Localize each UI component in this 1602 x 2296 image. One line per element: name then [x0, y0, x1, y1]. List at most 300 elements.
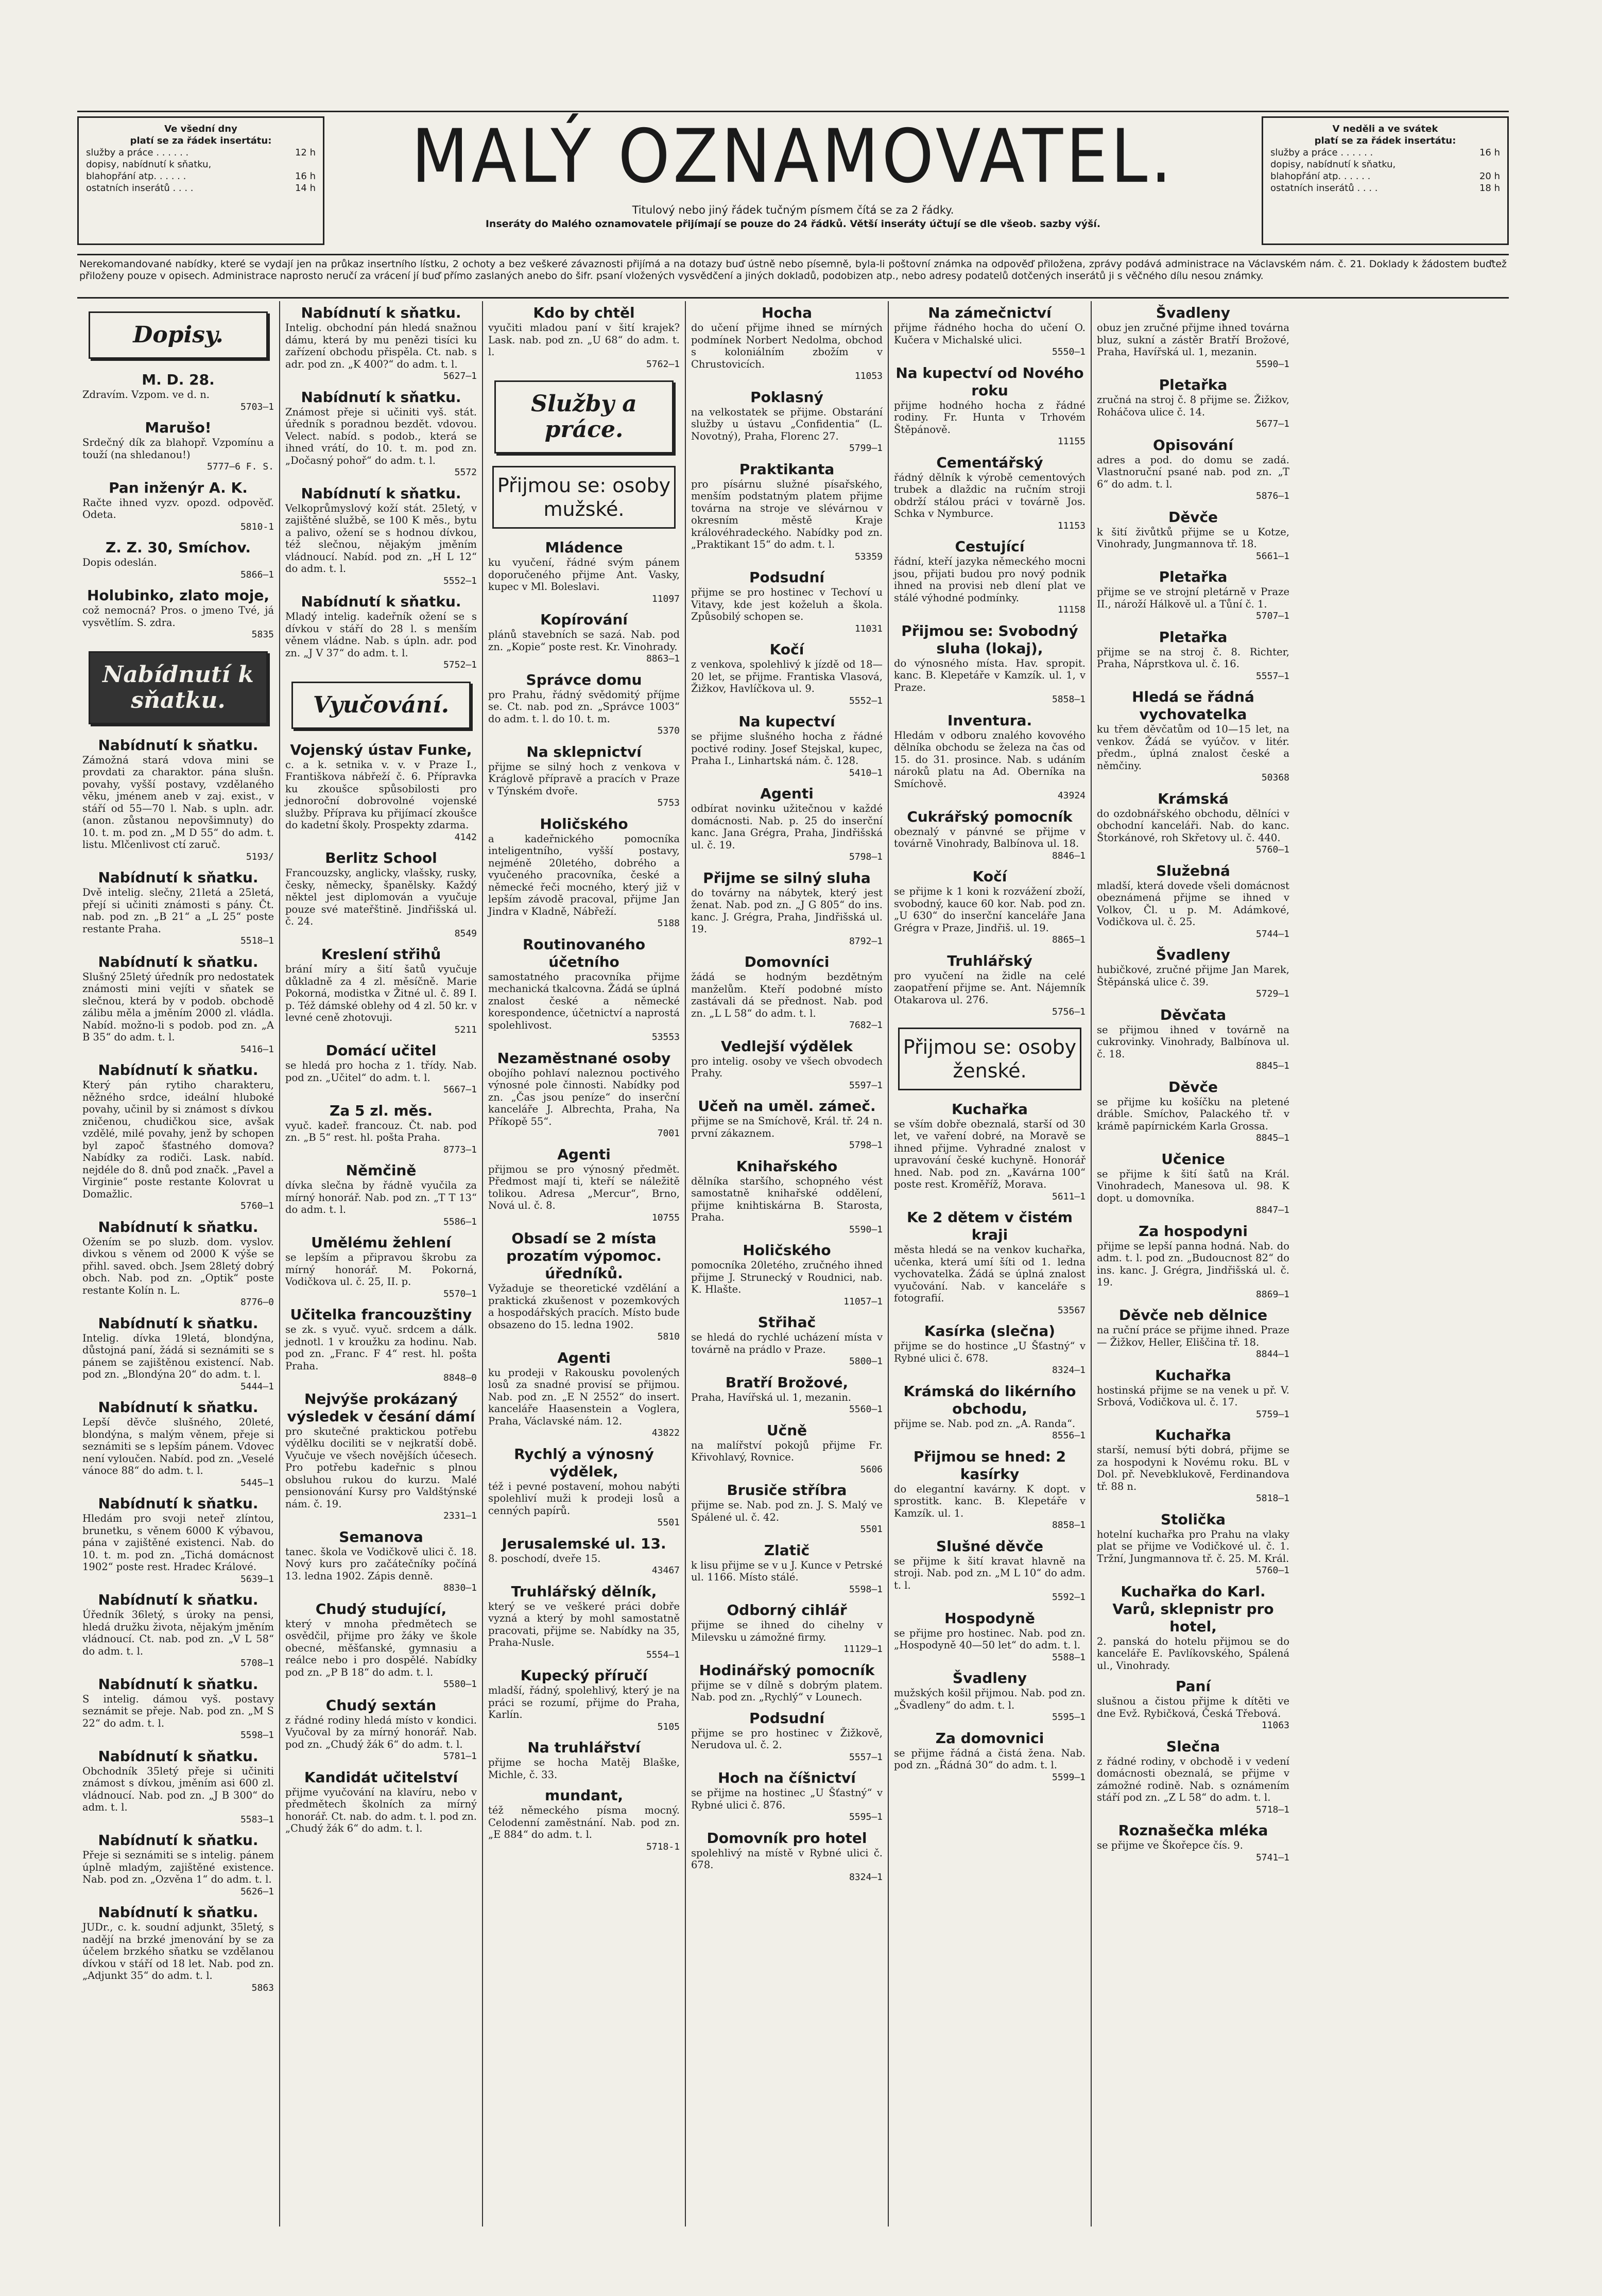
classified-ad	[82, 1748, 274, 1826]
ad-code: 5741—1	[1255, 1852, 1289, 1863]
ad-headline: Domácí učitel	[325, 1042, 437, 1059]
ad-headline: Brusiče stříbra	[727, 1482, 847, 1499]
ad-code: 11153	[1057, 520, 1086, 531]
column-1	[77, 301, 280, 2227]
ad-code: 5718—1	[1255, 1804, 1289, 1815]
classified-ad	[691, 1830, 883, 1884]
ad-headline: Zlatič	[764, 1541, 810, 1559]
ad-code: 53567	[1057, 1304, 1086, 1316]
ad-headline: Roznašečka mléka	[1118, 1822, 1268, 1839]
ad-headline: Kreslení střihů	[321, 946, 441, 963]
ad-headline: Ke 2 dětem v čistém kraji	[907, 1209, 1073, 1243]
ad-code: 5590—1	[1255, 358, 1289, 370]
ad-headline: Nabídnutí k sňatku.	[98, 1747, 259, 1765]
title-block	[335, 112, 1251, 230]
rate-price: 12 h	[295, 147, 316, 158]
ad-body: přijme se do hostince „U Šťastný“ v Rybné ulici č. 678.	[894, 1340, 1086, 1364]
masthead	[77, 111, 1509, 255]
ad-headline: Švadleny	[1156, 946, 1231, 963]
ad-code: 5410—1	[849, 767, 883, 778]
ad-code: 5752—1	[443, 659, 477, 670]
classified-ad	[285, 1697, 477, 1763]
ad-headline: Kupecký příručí	[520, 1667, 648, 1684]
classified-ad	[1097, 1678, 1289, 1732]
ad-body: též i pevné postavení, mohou nabýti spolehliví muži k prodeji losů a cenných papírů.	[488, 1480, 680, 1517]
ad-headline: Hospodyně	[944, 1609, 1035, 1627]
ad-code: 5798—1	[849, 1140, 883, 1151]
ad-headline: Stolička	[1160, 1510, 1226, 1528]
classified-ad	[1097, 1367, 1289, 1421]
ad-headline: Za hospodyni	[1139, 1222, 1248, 1240]
classified-ad	[691, 1098, 883, 1152]
ad-code: 5595—1	[1052, 1712, 1086, 1723]
classified-ad	[82, 1495, 274, 1585]
ad-body: přijme se hocha Matěj Blaške, Michle, č. 33.	[488, 1756, 680, 1781]
ad-headline: Nabídnutí k sňatku.	[98, 1218, 259, 1236]
classified-ad	[285, 1102, 477, 1156]
rates-heading: Ve všední dny	[164, 124, 237, 134]
ad-body: Ožením se po sluzb. dom. vyslov. divkou s věnem od 2000 K výše se přihl. saved. obch. Jsem 28letý dobrý obch. Nab. pod zn. „Optik“ poste restante Kolín n. L.	[82, 1236, 274, 1296]
ad-body: mladší, řádný, spolehlivý, který je na práci se rozumí, přijme do Praha, Karlín.	[488, 1684, 680, 1720]
ad-body: přijme se ihned do cihelny v Milevsku u zámožné firmy.	[691, 1619, 883, 1643]
classified-ad	[82, 1591, 274, 1669]
ad-code: 5781—1	[443, 1751, 477, 1762]
ad-body: se přijme ve Škořepce čís. 9.	[1097, 1839, 1243, 1851]
rates-heading: V neděli a ve svátek	[1332, 124, 1438, 134]
ad-code: 53359	[854, 551, 883, 562]
ad-headline: Nabídnutí k sňatku.	[98, 1675, 259, 1693]
classified-ad	[488, 1535, 680, 1577]
ad-body: dívka slečna by řádně vyučila za mírný honorář. Nab. pod zn. „T T 13“ do adm. t. l.	[285, 1179, 477, 1215]
classified-ad	[488, 1667, 680, 1733]
ad-code: 11097	[651, 593, 680, 604]
ad-code: 5552—1	[849, 695, 883, 706]
ad-body: města hledá se na venkov kuchařka, učenka, která umí šíti od 1. ledna vychovatelka. Žádá se úplná znalost vyučování. Nab. v kanceláře s fotografií.	[894, 1244, 1086, 1304]
ad-code: 5810-1	[240, 521, 274, 532]
ad-headline: Přijme se silný sluha	[703, 869, 871, 886]
classified-ad	[1097, 862, 1289, 941]
classified-ad	[488, 611, 680, 665]
classified-ad	[1097, 1511, 1289, 1577]
ad-headline: Marušo!	[145, 419, 212, 436]
classified-ad	[1097, 1079, 1289, 1144]
classified-ad	[285, 389, 477, 479]
rate-price: 16 h	[1479, 147, 1500, 158]
ad-code: 5760—1	[240, 1201, 274, 1211]
classified-ad	[82, 1062, 274, 1212]
classified-ad	[1097, 629, 1289, 683]
ad-headline: Děvče	[1168, 508, 1218, 526]
ad-body: spolehlivý na místě v Rybné ulici č. 678.	[691, 1847, 883, 1871]
ad-code: 5583—1	[240, 1814, 274, 1825]
ad-code: 5677—1	[1255, 419, 1289, 429]
ad-headline: Krámská do likérního obchodu,	[903, 1382, 1076, 1417]
ad-code: 5606	[860, 1464, 883, 1475]
rate-label: blahopřání atp. . . . . .	[86, 171, 186, 182]
ad-code: 8324—1	[849, 1871, 883, 1883]
ad-body: Slušný 25letý úředník pro nedostatek známosti mini vejíti v sňatek se slečnou, která by v podob. obchodě zálibu měla a jměním 2000 zl. vládla. Nabíd. možno-li s podob. pod zn. „A B 35“ do adm. t. l.	[82, 970, 274, 1043]
classified-ad	[488, 1739, 680, 1781]
ad-code: 5667—1	[443, 1084, 477, 1095]
classified-ad	[894, 868, 1086, 946]
classified-ad	[691, 869, 883, 948]
ad-headline: Kasírka (slečna)	[924, 1323, 1056, 1340]
ad-code: 10755	[651, 1212, 680, 1223]
ad-code: 43924	[1057, 790, 1086, 801]
classified-ad	[82, 953, 274, 1056]
ad-body: přijme se v dílně s dobrým platem. Nab. pod zn. „Rychlý“ v Lounech.	[691, 1679, 883, 1703]
ad-code: 53553	[651, 1032, 680, 1042]
ad-headline: Slečna	[1166, 1737, 1220, 1755]
classified-ad	[285, 1042, 477, 1096]
classified-ad	[894, 1669, 1086, 1724]
ad-body: do továrny na nábytek, který jest ženat. Nab. pod zn. „J G 805“ do ins. kanc. J. Grégra, Praha, Jindřišská ul. 19.	[691, 886, 883, 935]
ad-headline: Domovníci	[744, 953, 830, 970]
ad-body: Dopis odeslán.	[82, 556, 157, 568]
ad-body: c. a k. setnika v. v. v Praze I., Františkova nábřeží č. 6. Přípravka ku zkoušce spůsobilosti pro jednoroční dobrovolné vojenské služby. Příprava ku přijímací zkoušce do kadetní školy. Prospekty zdarma.	[285, 758, 477, 831]
ad-code: 7682—1	[849, 1020, 883, 1031]
ad-code: 5835	[251, 629, 274, 640]
ad-body: přijme se lepší panna hodná. Nab. do adm. t. l. pod zn. „Budoucnost 82“ do ins. kanc. J. Grégra, Jindřišská ul. č. 19.	[1097, 1240, 1289, 1288]
ad-headline: Děvče neb dělnice	[1118, 1307, 1268, 1324]
ad-body: do elegantní kavárny. K dopt. v sprostitk. kanc. B. Klepetáře v Kamzík. ul. 1.	[894, 1483, 1086, 1519]
ad-code: 2331—1	[443, 1510, 477, 1521]
ad-headline: Inventura.	[947, 711, 1032, 729]
ad-code: 8848—0	[443, 1372, 477, 1383]
classified-ad	[1097, 1151, 1289, 1216]
classified-ad	[691, 1482, 883, 1536]
rate-label: ostatních inserátů . . . .	[1270, 183, 1378, 194]
ad-code: 5718-1	[646, 1841, 680, 1852]
ad-code: 5554—1	[646, 1649, 680, 1660]
ad-body: dělníka staršího, schopného vést samostatně knihařské oddělení, přijme knihtiskárna B. Starosta, Praha.	[691, 1175, 883, 1223]
ad-code: 5570—1	[443, 1288, 477, 1299]
ad-code: 5703—1	[240, 401, 274, 412]
ad-body: hostinská přijme se na venek u př. V. Srbová, Vodičkova ul. č. 17.	[1097, 1384, 1289, 1408]
ad-headline: Na kupectví	[738, 713, 835, 730]
ad-body: Přeje si seznámiti se s intelig. pánem úplně mladým, zajištěné existence. Nab. pod zn. „Ozvěna 1“ do adm. t. l.	[82, 1849, 274, 1885]
classified-ad	[285, 1769, 477, 1835]
page-title: MALÝ OZNAMOVATEL.	[411, 114, 1175, 200]
ad-body: Který pán rytiho charakteru, něžného srdce, ideální hluboké povahy, učinil by si známost s dívkou zničenou, chudičkou sice, avšak vzdělé, milé povahy, jenž by schopen byl započ šťastného domova? Nabídky za rodiči. Lask. nabíd. nejdéle do 8. dnů pod značk. „Pavel a Virginie“ poste restante Kolovrat u Domažlic.	[82, 1079, 274, 1200]
ad-code: 5753	[657, 797, 680, 808]
ad-headline: Kandidát učitelství	[304, 1768, 458, 1786]
classified-ad	[82, 1904, 274, 1994]
ad-headline: Truhlářský dělník,	[511, 1582, 657, 1600]
ad-headline: Opisování	[1152, 436, 1234, 454]
ad-headline: Chudý sextán	[325, 1696, 437, 1714]
ad-code: 5866—1	[240, 569, 274, 580]
ad-body: do ozdobnářského obchodu, dělníci v obchodní kanceláři. Nab. do kanc. Štorkánové, roh Skřetovy ul. č. 440.	[1097, 807, 1289, 844]
ad-headline: Nezaměstnané osoby	[497, 1049, 671, 1067]
ad-body: k šití živůtků přijme se u Kotze, Vinohrady, Jungmannova tř. 18.	[1097, 526, 1289, 550]
rate-label: blahopřání atp. . . . . .	[1270, 171, 1371, 182]
ad-headline: Vedlejší výdělek	[720, 1037, 853, 1055]
classified-ad	[82, 1832, 274, 1898]
ad-code: 5627—1	[443, 371, 477, 381]
classified-ad	[894, 1209, 1086, 1316]
classified-ad	[691, 1242, 883, 1308]
classified-ad	[691, 1314, 883, 1368]
ad-code: 8830—1	[443, 1582, 477, 1593]
classified-ad	[285, 1390, 477, 1522]
ad-headline: Berlitz School	[325, 849, 437, 866]
ad-body: na malířství pokojů přijme Fr. Křivohlavý, Rovnice.	[691, 1439, 883, 1463]
ad-code: 8844—1	[1255, 1349, 1289, 1360]
rate-price: 16 h	[295, 171, 316, 182]
rate-price: 18 h	[1479, 183, 1500, 194]
ad-code: 8324—1	[1052, 1365, 1086, 1376]
classified-ad	[488, 304, 680, 370]
ad-code: 11158	[1057, 604, 1086, 615]
ad-body: tanec. škola ve Vodičkově ulici č. 18. Nový kurs pro začátečníky počíná 13. ledna 1902. Zápis denně.	[285, 1545, 477, 1582]
ad-headline: Nabídnutí k sňatku.	[98, 1062, 259, 1079]
ad-body: obuz jen zručné přijme ihned továrna bluz, sukní a zástěr Bratří Brožové, Praha, Havířská ul. 1, mezanin.	[1097, 322, 1289, 358]
ad-code: 5586—1	[443, 1216, 477, 1227]
ad-headline: Umělému žehlení	[311, 1234, 451, 1251]
classified-ad	[488, 936, 680, 1043]
ad-body: vyuč. kadeř. francouz. Čt. nab. pod zn. „B 5“ rest. hl. pošta Praha.	[285, 1119, 477, 1143]
ad-code: 5557—1	[1255, 670, 1289, 682]
classified-ad	[82, 1399, 274, 1489]
ad-headline: Děvče	[1168, 1078, 1218, 1095]
ad-body: přijme řádného hocha do učení O. Kučera v Michalské ulici.	[894, 322, 1086, 346]
ad-body: přijme se na Smíchově, Král. tř. 24 n. první zákaznem.	[691, 1115, 883, 1139]
ad-code: 5818—1	[1255, 1493, 1289, 1504]
ad-code: 5560—1	[849, 1404, 883, 1415]
ad-body: plánů stavebních se sazá. Nab. pod zn. „Kopie“ poste rest. Kr. Vinohrady.	[488, 629, 680, 653]
ad-headline: Holubinko, zlato moje,	[87, 587, 270, 604]
ad-headline: Kuchařka	[952, 1100, 1028, 1118]
column-2	[280, 301, 483, 2227]
ad-code: 5611—1	[1052, 1191, 1086, 1202]
classified-ad	[488, 1583, 680, 1661]
ad-headline: Učitelka francouzštiny	[290, 1306, 472, 1323]
ad-code: 5708—1	[240, 1658, 274, 1668]
ad-code: 5597—1	[849, 1080, 883, 1091]
ad-headline: Jerusalemské ul. 13.	[502, 1535, 666, 1552]
ad-body: z venkova, spolehlivý k jízdě od 18—20 let, se přijme. Frantiska Vlasová, Žižkov, Havlíčkova ul. 9.	[691, 658, 883, 694]
classified-ad	[894, 1448, 1086, 1532]
ad-headline: Agenti	[557, 1145, 611, 1163]
classified-ad	[285, 1234, 477, 1300]
ad-body: se přijme k šití šatů na Král. Vinohradech, Manesova ul. 98. K dopt. u domovníka.	[1097, 1168, 1289, 1204]
ad-headline: Domovník pro hotel	[707, 1829, 867, 1847]
ad-headline: Švadleny	[1156, 304, 1231, 321]
ad-body: který se ve veškeré práci dobře vyzná a který by mohl samostatně pracovati, přijme se. Nabídky na 35, Praha-Nusle.	[488, 1600, 680, 1648]
ad-body: též německého písma mocný. Celodenní zaměstnání. Nab. pod zn. „E 884“ do adm. t. l.	[488, 1804, 680, 1840]
ad-body: se přijme na hostinec „U Šťastný“ v Rybné ulici č. 876.	[691, 1787, 883, 1811]
classified-ad	[285, 485, 477, 587]
ad-headline: Nabídnutí k sňatku.	[98, 1399, 259, 1416]
ad-headline: Kdo by chtěl	[533, 304, 635, 321]
classified-ad	[285, 1162, 477, 1228]
ad-body: Známost přeje si učiniti vyš. stát. úředník s poradnou bezdět. vdovou. Velect. nabíd. s podob., která se ihned vrátí, do 10. t. m. pod zn. „Dočasný pohoř“ do adm. t. l.	[285, 406, 477, 466]
classified-ad	[285, 1601, 477, 1691]
classified-ad	[691, 1038, 883, 1092]
ad-headline: Obsadí se 2 místa prozatím výpomoc. úředníků.	[506, 1230, 662, 1282]
ad-body: 2. panská do hotelu přijmou se do kanceláře E. Pavlíkovského, Spálená ul., Vinohrady.	[1097, 1635, 1289, 1672]
ad-code: 5639—1	[240, 1573, 274, 1585]
ad-headline: Na truhlářství	[527, 1739, 641, 1756]
section-box-letters: Dopisy.	[89, 311, 268, 359]
ad-body: přijmou se pro výnosný předmět. Předmost mají ti, kteří se náležitě tolikou. Adresa „Mercur“, Brno, Nová ul. č. 8.	[488, 1163, 680, 1211]
ads-list	[285, 304, 477, 671]
ad-headline: Za domovnici	[935, 1729, 1044, 1747]
ad-body: pro písárnu služné písařského, menším podstatným platem přijme továrna na stroje ve slévárnou v okresním městě Kraje královéhradeckého. Nabídky pod zn. „Praktikant 15“ do adm. t. l.	[691, 478, 883, 550]
ad-code: 5729—1	[1255, 988, 1289, 999]
ad-code: 8776—0	[240, 1297, 274, 1308]
ad-body: k lisu přijme se v u J. Kunce v Petrské ul. 1166. Místo stálé.	[691, 1559, 883, 1583]
ad-headline: Nabídnutí k sňatku.	[301, 388, 461, 406]
ad-headline: Praktikanta	[739, 460, 835, 478]
ad-code: 5445—1	[240, 1477, 274, 1488]
notice-paragraph: Nerekomandované nabídky, které se vydají jen na průkaz insertního lístku, 2 ochoty a bez veškeré závaznosti přijímá a na dotazy buď ústně nebo písemně, byla-li poštovní známka na odpověď přiložena, zprávy podává administrace na Václavském nám. č. 21. Doklady k žádostem buďtež přiloženy pouze v opisech. Administrace naprosto neručí za vrácení jí buď přímo zaslaných anebo do šifr. psaní vložených vysvědčení a jiných dokladů, podobizen atp., nebo adresy podatelů dotčených inserátů ji s věčného dílu nesou známky.	[77, 255, 1509, 299]
ad-body: hotelní kuchařka pro Prahu na vlaky plat se přijme ve Vodičkové ul. č. 1. Tržní, Jungmannova tř. č. 25. M. Král.	[1097, 1528, 1289, 1564]
ad-body: na velkostatek se přijme. Obstarání služby u ústavu „Confidentia“ (L. Novotný), Praha, Florenc 27.	[691, 406, 883, 442]
ad-code: 7001	[657, 1128, 680, 1139]
ad-body: přijme se ve strojní pletárně v Praze II., nároží Hálkově ul. a Tůní č. 1.	[1097, 586, 1289, 610]
ads-list	[488, 539, 680, 1853]
ad-code: 5370	[657, 725, 680, 736]
ads-list	[82, 737, 274, 1994]
ad-headline: Správce domu	[526, 671, 642, 688]
ad-code: 5598—1	[849, 1584, 883, 1595]
classified-ad	[1097, 376, 1289, 430]
ad-body: odbírat novinku užitečnou v každé domácnosti. Nab. p. 25 do inserční kanc. Jana Grégra, Praha, Jindřišská ul. č. 19.	[691, 803, 883, 851]
ad-body: Mladý intelig. kadeřník ožení se s dívkou v stáří do 28 l. s menším věnem vládne. Nab. s úpln. adr. pod zn. „J V 37“ do adm. t. l.	[285, 611, 477, 659]
classified-ad	[894, 952, 1086, 1018]
ad-body: Dvě intelig. slečny, 21letá a 25letá, přejí si učiniti známosti s pány. Čt. nab. pod zn. „B 21“ a „L 25“ poste restante Praha.	[82, 886, 274, 935]
ad-body: Zámožná stará vdova mini se provdati za charaktor. pána slušn. povahy, vyšší postavy, vzdělaného věku, jménem aneb v zaj. exist., v stáří od 55—70 l. Nab. s upln. adr. (anon. zůstanou nepovšimnuty) do 10. t. m. pod zn. „M D 55“ do adm. t. listu. Mlčenlivost ctí zaruč.	[82, 754, 274, 850]
ad-body: pro intelig. osoby ve všech obvodech Prahy.	[691, 1055, 883, 1079]
ad-headline: Nejvýše prokázaný výsledek v česání dámí	[287, 1390, 475, 1425]
ad-headline: Bratří Brožové,	[725, 1373, 849, 1391]
ad-body: řádní, kteří jazyka německého mocni jsou, přijati budou pro nový podnik ihned na provisi neb dlení plat ve stálé výhodné podmínky.	[894, 555, 1086, 604]
ad-headline: Nabídnutí k sňatku.	[301, 484, 461, 502]
classified-ad	[82, 869, 274, 947]
ad-headline: Odborný cihlář	[727, 1602, 847, 1619]
ad-body: se přijme ku košíčku na pletené dráble. Smíchov, Palackého tř. v krámě papírnickém Karla Grossa.	[1097, 1095, 1289, 1132]
ad-body: Hledám v odboru znalého kovového dělníka obchodu se železa na čas od 15. do 31. prosince. Nab. s udáním nároků platu na Ad. Oberníka na Smíchově.	[894, 729, 1086, 790]
ad-code: 5661—1	[1255, 550, 1289, 562]
ad-headline: Cestující	[955, 538, 1025, 555]
ad-code: 5572	[454, 467, 477, 478]
ad-headline: Kočí	[972, 868, 1007, 885]
ad-body: zručná na stroj č. 8 přijme se. Žižkov, Roháčova ulice č. 14.	[1097, 394, 1289, 418]
classified-ad	[894, 364, 1086, 448]
classified-ad	[82, 1219, 274, 1309]
ad-body: přijme vyučování na klavíru, nebo v předmětech školních za mírný honorář. Ct. nab. do adm. t. l. pod zn. „Chudý žák 6“ do adm. t. l.	[285, 1786, 477, 1834]
ad-code: 5810	[657, 1331, 680, 1342]
ad-code: 5762—1	[646, 358, 680, 370]
section-women: Přijmou se: osoby ženské.	[898, 1028, 1081, 1090]
ad-headline: Na zámečnictví	[928, 304, 1052, 321]
ad-code: 8865—1	[1052, 934, 1086, 945]
ad-code: 4142	[454, 831, 477, 843]
rates-holiday-box	[1262, 116, 1509, 245]
classified-ad	[691, 641, 883, 707]
ads-list	[82, 371, 274, 641]
ad-code: 5756—1	[1052, 1006, 1086, 1017]
ad-headline: Nabídnutí k sňatku.	[98, 953, 259, 970]
ad-headline: Knihařského	[736, 1157, 838, 1175]
classified-ad	[285, 1528, 477, 1594]
section-box-services: Služby a práce.	[494, 380, 674, 454]
classified-ad	[894, 1383, 1086, 1442]
ad-code: 50368	[1261, 772, 1289, 783]
classified-ad	[1097, 946, 1289, 1000]
ad-headline: Slušné děvče	[936, 1537, 1043, 1555]
ad-code: 5518—1	[240, 935, 274, 946]
ad-body: se přijme k 1 koni k rozvážení zboží, svobodný, kauce 60 kor. Nab. pod zn. „U 630“ do inserční kanceláře Jana Grégra v Praze, Jindřiš. ul. 19.	[894, 885, 1086, 934]
classified-ad	[82, 1315, 274, 1393]
ad-body: Zdravím. Vzpom. ve d. n.	[82, 389, 210, 401]
ad-headline: Agenti	[760, 785, 814, 802]
classified-ad	[894, 538, 1086, 616]
ad-body: pro Prahu, řádný svědomitý příjme se. Ct. nab. pod zn. „Správce 1003“ do adm. t. l. do 10. t. m.	[488, 688, 680, 725]
ad-headline: Kuchařka	[1155, 1427, 1231, 1443]
classified-ad	[82, 419, 274, 473]
ad-headline: Nabídnutí k sňatku.	[301, 593, 461, 610]
ad-headline: Nabídnutí k sňatku.	[98, 1904, 259, 1921]
ad-code: 11053	[854, 371, 883, 381]
ad-body: se přijme slušného hocha z řádné poctivé rodiny. Josef Stejskal, kupec, Praha I., Linhartská nám. č. 128.	[691, 730, 883, 767]
ad-code: 8845—1	[1255, 1060, 1289, 1071]
ad-code: 5501	[657, 1517, 680, 1528]
classified-ad	[894, 1101, 1086, 1203]
ad-headline: Nabídnutí k sňatku.	[98, 1832, 259, 1849]
ad-headline: Truhlářský	[947, 952, 1032, 969]
ad-body: Srdečný dík za blahopř. Vzpomínu a touží (na shledanou!)	[82, 437, 274, 461]
rate-price: 20 h	[1479, 171, 1500, 182]
ad-headline: Vojenský ústav Funke,	[290, 741, 472, 758]
ad-body: Úředník 36letý, s úroky na pensi, hledá družku života, nějakým jměním vládnoucí. Ct. nab. pod zn. „V L 58“ do adm. t. l.	[82, 1609, 274, 1657]
ad-headline: Nabídnutí k sňatku.	[301, 304, 461, 321]
ad-body: do výnosného místa. Hav. spropit. kanc. B. Klepetáře v Kamzík. ul. 1, v Praze.	[894, 657, 1086, 693]
newspaper-page	[77, 111, 1509, 2232]
classified-ad	[1097, 304, 1289, 370]
ad-headline: Agenti	[557, 1349, 611, 1366]
ad-code: 43822	[651, 1428, 680, 1438]
classified-ad	[691, 1158, 883, 1236]
ad-body: z řádné rodiny, v obchodě i v vedení domácnosti obeznalá, se přijme v zámožné rodině. Nab. s oznámením stáří pod zn. „Z L 58“ do adm. t. l.	[1097, 1755, 1289, 1803]
classified-columns	[77, 301, 1509, 2227]
ad-headline: Pletařka	[1159, 568, 1228, 585]
ad-headline: Mládence	[545, 539, 623, 556]
ad-body: Lepší děvče slušného, 20leté, blondýna, s malým věnem, přeje si seznámiti se s lepším pánem. Vdovec není vyloučen. Nabíd. pod zn. „Veselé vánoce 88“ do adm. t. l.	[82, 1416, 274, 1476]
ad-headline: Na sklepnictví	[526, 743, 642, 760]
ad-body: Velkoprůmyslový koží stát. 25letý, v zajištěné službě, se 100 K měs., bytu a palivo, ožení se s hodnou dívkou, též slečnou, nějakým jměním vládnoucí. Nabíd. pod zn. „H L 12“ do adm. t. l.	[285, 502, 477, 575]
ad-headline: Routinovaného účetního	[522, 935, 646, 970]
ad-code: 11057—1	[843, 1296, 883, 1307]
ad-headline: Pletařka	[1159, 376, 1228, 393]
ad-body: slušnou a čistou přijme k dítěti ve dne Evž. Rybičková, Česká Třebová.	[1097, 1695, 1289, 1719]
section-box-teaching: Vyučování.	[291, 682, 471, 729]
ad-code: 8792—1	[849, 935, 883, 947]
ad-code: 5444—1	[240, 1381, 274, 1392]
title-subline: Titulový nebo jiný řádek tučným písmem čítá se za 2 řádky.	[632, 204, 954, 216]
ad-headline: Střihač	[757, 1314, 816, 1331]
ad-body: vyučiti mladou paní v šití krajek? Lask. nab. pod zn. „U 68“ do adm. t. l.	[488, 322, 680, 358]
classified-ad	[82, 737, 274, 863]
classified-ad	[285, 849, 477, 940]
ad-code: 8556—1	[1052, 1430, 1086, 1441]
ad-code: 5599—1	[1052, 1771, 1086, 1783]
ad-code: 5759—1	[1255, 1408, 1289, 1420]
ad-headline: Cementářský	[936, 454, 1043, 471]
ad-body: přijme se pro hostinec v Techoví u Vitavy, kde jest koželuh a škola. Způsobilý schopen se.	[691, 586, 883, 622]
